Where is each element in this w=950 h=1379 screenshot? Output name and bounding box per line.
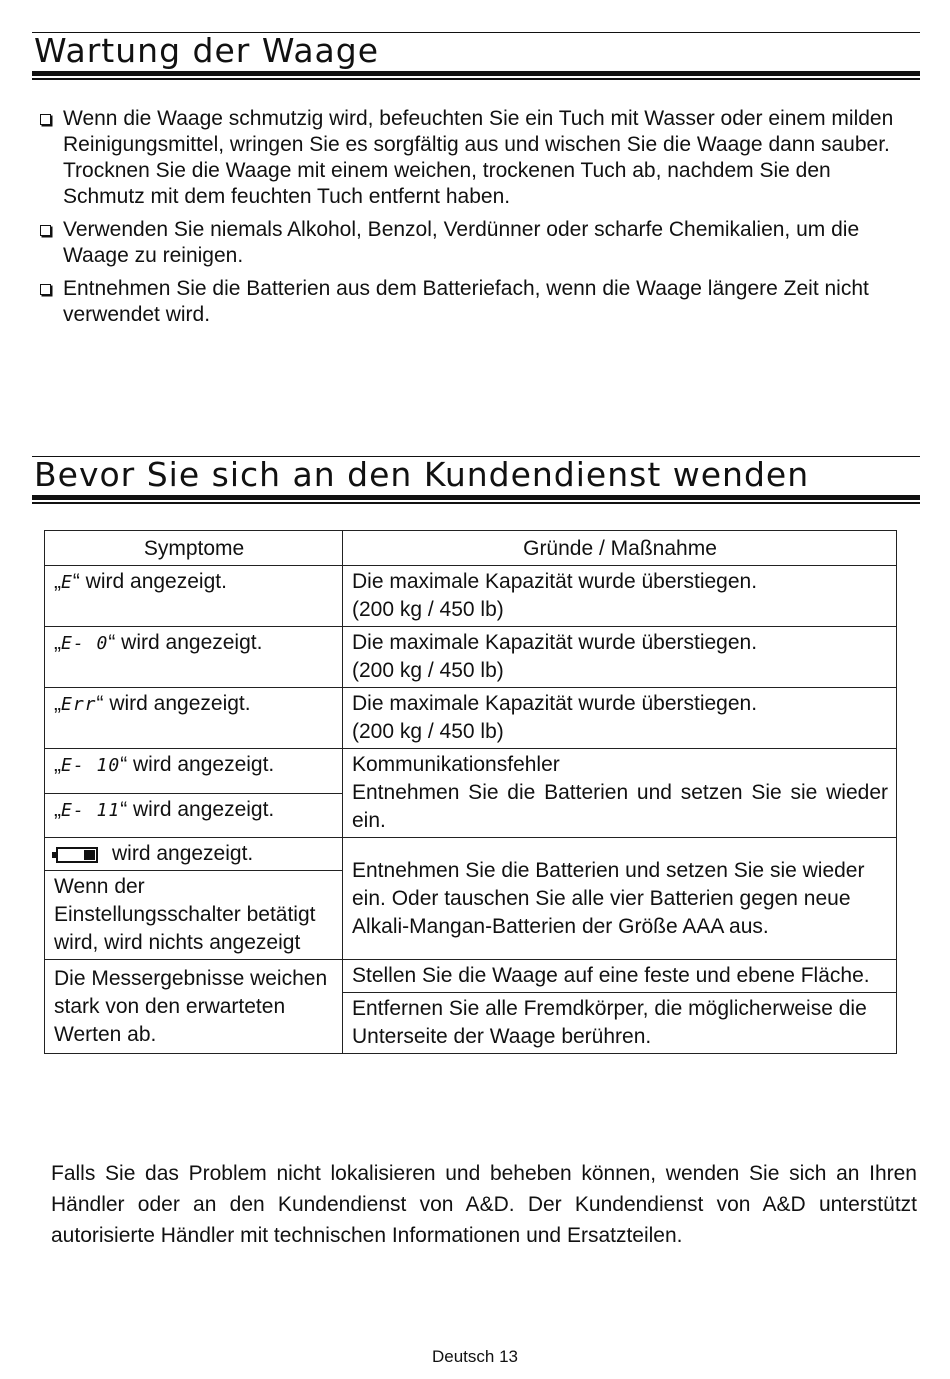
heading-rule-thick: [32, 71, 920, 76]
cause-cell: [343, 838, 897, 960]
symptom-text: “ wird angezeigt.: [108, 631, 263, 654]
section-title: Bevor Sie sich an den Kundendienst wenden: [34, 455, 810, 494]
page-number: Deutsch 13: [432, 1347, 518, 1366]
heading-rule-thin: [32, 78, 920, 80]
checkbox-bullet-icon: [40, 225, 51, 236]
table-row: [45, 749, 897, 794]
cause-text: Die maximale Kapazität wurde überstiegen.: [352, 631, 758, 654]
list-item: [38, 106, 918, 210]
table-row: [45, 627, 897, 688]
support-note: Falls Sie das Problem nicht lokalisieren und beheben können, wenden Sie sich an Ihren Händler oder an den Kundendienst von A&D. Der Kundendienst von A&D unterstützt autorisierte Händler mit technischen Informationen und Ersatzteilen.: [51, 1162, 917, 1247]
symptom-text: Die Messergebnisse weichen stark von den erwarteten Werten ab.: [54, 966, 328, 1046]
cause-cell: [343, 688, 897, 749]
cause-text: Kommunikationsfehler: [352, 753, 560, 776]
symptom-text: “ wird angezeigt.: [120, 753, 275, 776]
battery-low-icon: [56, 847, 98, 863]
cause-cell: [343, 566, 897, 627]
checkbox-bullet-icon: [40, 114, 51, 125]
list-item: [38, 276, 918, 328]
list-item-text: Trocknen Sie die Waage mit einem weichen, trockenen Tuch ab, nachdem Sie den Schmutz mit dem feuchten Tuch entfernt haben.: [63, 159, 831, 208]
table-header-row: [45, 531, 897, 566]
troubleshooting-table: [44, 530, 897, 1054]
cause-cell: [343, 749, 897, 838]
section-heading-maintenance: [32, 32, 920, 80]
symptom-text: “ wird angezeigt.: [72, 570, 227, 593]
checkbox-bullet-icon: [40, 284, 51, 295]
cause-limit: (200 kg / 450 lb): [352, 659, 504, 682]
heading-rule-thin: [32, 502, 920, 504]
cause-action: Stellen Sie die Waage auf eine feste und ebene Fläche.: [352, 964, 870, 987]
symptom-text: “ wird angezeigt.: [120, 797, 275, 821]
open-quote: „: [54, 797, 61, 821]
list-item-text: Verwenden Sie niemals Alkohol, Benzol, Verdünner oder scharfe Chemikalien, um die Waage zu reinigen.: [63, 218, 860, 267]
symptom-cell: [45, 566, 343, 627]
open-quote: „: [54, 631, 61, 654]
cause-action: Entnehmen Sie die Batterien und setzen Sie sie wieder ein. Oder tauschen Sie alle vier Batterien gegen neue Alkali-Mangan-Batterien der Größe AAA aus.: [352, 858, 865, 938]
symptom-text: Wenn der Einstellungsschalter betätigt wird, wird nichts angezeigt: [54, 875, 316, 954]
cause-text: Die maximale Kapazität wurde überstiegen.: [352, 692, 758, 715]
table-row: [45, 688, 897, 749]
symptom-text: “ wird angezeigt.: [96, 692, 251, 715]
column-header-symptoms: Symptome: [45, 531, 343, 566]
cause-cell: [343, 993, 897, 1054]
cause-action: Entnehmen Sie die Batterien und setzen Sie sie wieder ein.: [352, 781, 888, 832]
symptom-cell: [45, 838, 343, 871]
symptom-text: wird angezeigt.: [112, 842, 254, 865]
cause-limit: (200 kg / 450 lb): [352, 720, 504, 743]
symptom-cell: [45, 749, 343, 794]
section-heading-service: [32, 456, 920, 504]
open-quote: „: [54, 692, 61, 715]
column-header-causes: Gründe / Maßnahme: [343, 531, 897, 566]
list-item: [38, 217, 918, 269]
maintenance-list: [38, 106, 918, 335]
symptom-cell: [45, 627, 343, 688]
cause-text: Die maximale Kapazität wurde überstiegen.: [352, 570, 758, 593]
heading-rule-thick: [32, 495, 920, 500]
cause-cell: [343, 960, 897, 993]
list-item-text: Entnehmen Sie die Batterien aus dem Batteriefach, wenn die Waage längere Zeit nicht verwendet wird.: [63, 277, 869, 326]
table-row: [45, 566, 897, 627]
display-code: E: [61, 572, 73, 593]
display-code: E- 10: [61, 755, 121, 776]
symptom-cell: [45, 688, 343, 749]
open-quote: „: [54, 753, 61, 776]
display-code: E- 11: [61, 799, 121, 821]
cause-limit: (200 kg / 450 lb): [352, 598, 504, 621]
symptom-cell: [45, 793, 343, 838]
open-quote: „: [54, 570, 61, 593]
cause-cell: [343, 627, 897, 688]
cause-action: Entfernen Sie alle Fremdkörper, die möglicherweise die Unterseite der Waage berühren.: [352, 997, 867, 1048]
display-code: Err: [61, 694, 97, 715]
symptom-cell: [45, 960, 343, 1054]
symptom-cell: [45, 871, 343, 960]
list-item-text: Wenn die Waage schmutzig wird, befeuchten Sie ein Tuch mit Wasser oder einem milden Reinigungsmittel, wringen Sie es sorgfältig aus und wischen Sie die Waage dann sauber.: [63, 107, 894, 156]
table-row: [45, 960, 897, 993]
page-title: Wartung der Waage: [34, 31, 380, 70]
display-code: E- 0: [61, 633, 109, 654]
table-row: [45, 838, 897, 871]
